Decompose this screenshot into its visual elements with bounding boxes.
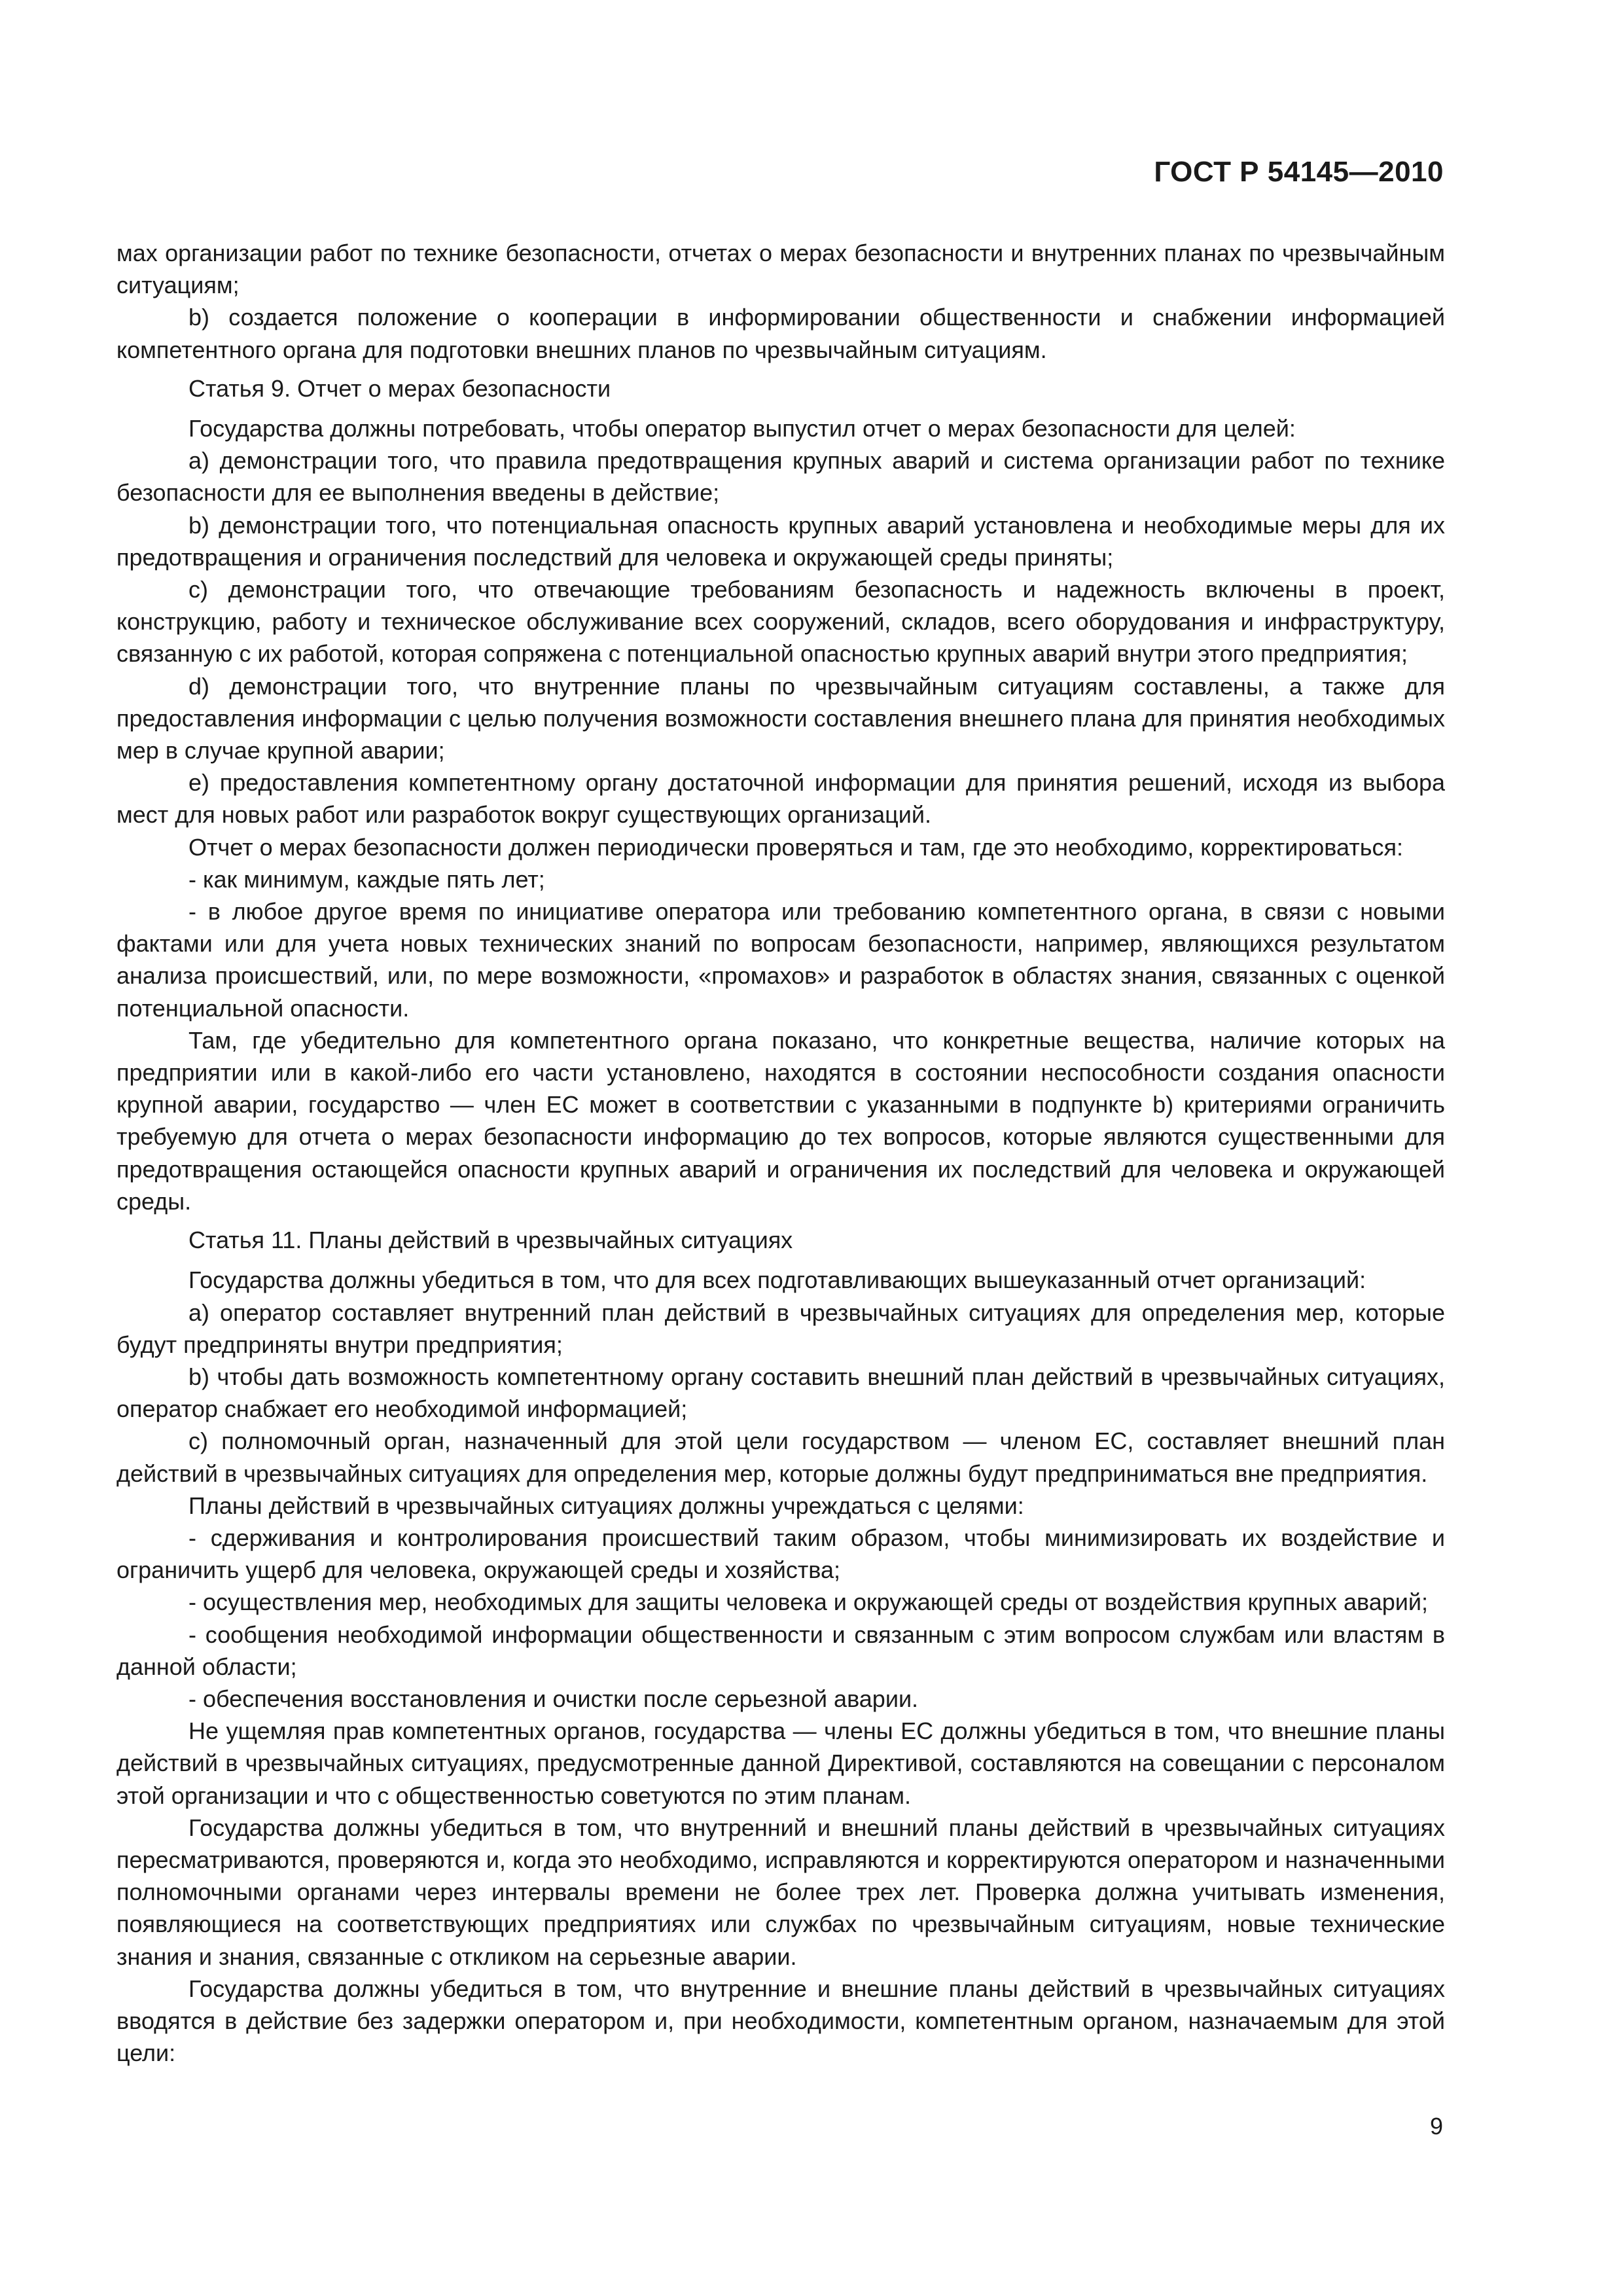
list-item: c) демонстрации того, что отвечающие требованиям безопасность и надежность включены в проект, конструкцию, работу и техническое обслуживание всех сооружений, складов, всего оборудования и инфраструктуру, связанную с их работой, которая сопряжена с потенциальной опасностью крупных аварий внутри этого предприятия;	[116, 576, 1445, 668]
article-heading-11: Статья 11. Планы действий в чрезвычайных ситуациях	[188, 1227, 793, 1254]
article-heading-9: Статья 9. Отчет о мерах безопасности	[188, 374, 611, 402]
document-code-header: ГОСТ Р 54145—2010	[1154, 156, 1444, 188]
page-number: 9	[1429, 2113, 1443, 2140]
paragraph: Планы действий в чрезвычайных ситуациях должны учреждаться с целями:	[188, 1492, 1024, 1519]
list-item: a) оператор составляет внутренний план действий в чрезвычайных ситуациях для определения мер, которые будут предприняты внутри предприятия;	[116, 1299, 1445, 1358]
paragraph: b) создается положение о кооперации в информировании общественности и снабжении информацией компетентного органа для подготовки внешних планов по чрезвычайным ситуациям.	[116, 304, 1445, 363]
list-item: c) полномочный орган, назначенный для этой цели государством — членом ЕС, составляет внешний план действий в чрезвычайных ситуациях для определения мер, которые должны будут предприниматься вне предприятия.	[116, 1427, 1445, 1487]
paragraph-continuation: мах организации работ по технике безопасности, отчетах о мерах безопасности и внутренних планах по чрезвычайным ситуациям;	[116, 240, 1445, 299]
list-item: - как минимум, каждые пять лет;	[188, 865, 545, 893]
document-body	[116, 237, 1445, 2069]
list-item: - обеспечения восстановления и очистки после серьезной аварии.	[188, 1685, 919, 1712]
list-item: b) чтобы дать возможность компетентному органу составить внешний план действий в чрезвычайных ситуациях, оператор снабжает его необходимой информацией;	[116, 1363, 1445, 1423]
list-item: - сообщения необходимой информации общественности и связанным с этим вопросом службам или властям в данной области;	[116, 1621, 1445, 1680]
paragraph: Не ущемляя прав компетентных органов, государства — члены ЕС должны убедиться в том, что внешние планы действий в чрезвычайных ситуациях, предусмотренные данной Директивой, составляются на совещании с персоналом этой организации и что с общественностью советуются по этим планам.	[116, 1717, 1445, 1809]
list-item: - в любое другое время по инициативе оператора или требованию компетентного органа, в связи с новыми фактами или для учета новых технических знаний по вопросам безопасности, например, являющихся результатом анализа происшествий, или, по мере возможности, «промахов» и разработок в областях знания, связанных с оценкой потенциальной опасности.	[116, 898, 1445, 1022]
list-item: b) демонстрации того, что потенциальная опасность крупных аварий установлена и необходимые меры для их предотвращения и ограничения последствий для человека и окружающей среды приняты;	[116, 511, 1445, 571]
list-item: - сдерживания и контролирования происшествий таким образом, чтобы минимизировать их воздействие и ограничить ущерб для человека, окружающей среды и хозяйства;	[116, 1524, 1445, 1584]
list-item: - осуществления мер, необходимых для защиты человека и окружающей среды от воздействия крупных аварий;	[188, 1588, 1428, 1616]
paragraph: Государства должны убедиться в том, что для всех подготавливающих вышеуказанный отчет организаций:	[188, 1266, 1366, 1294]
paragraph: Там, где убедительно для компетентного органа показано, что конкретные вещества, наличие которых на предприятии или в какой-либо его части установлено, находятся в состоянии неспособности создания опасности крупной аварии, государство — член ЕС может в соответствии с указанными в подпункте b) критериями ограничить требуемую для отчета о мерах безопасности информацию до тех вопросов, которые являются существенными для предотвращения остающейся опасности крупных аварий и ограничения их последствий для человека и окружающей среды.	[116, 1026, 1445, 1215]
paragraph: Отчет о мерах безопасности должен периодически проверяться и там, где это необходимо, корректироваться:	[188, 833, 1403, 861]
paragraph: Государства должны убедиться в том, что внутренний и внешний планы действий в чрезвычайных ситуациях пересматриваются, проверяются и, когда это необходимо, исправляются и корректируются оператором и назначенными полномочными органами через интервалы времени не более трех лет. Проверка должна учитывать изменения, появляющиеся на соответствующих предприятиях или службах по чрезвычайным ситуациям, новые технические знания и знания, связанные с откликом на серьезные аварии.	[116, 1814, 1445, 1970]
list-item: d) демонстрации того, что внутренние планы по чрезвычайным ситуациям составлены, а также для предоставления информации с целью получения возможности составления внешнего плана для принятия необходимых мер в случае крупной аварии;	[116, 672, 1446, 764]
list-item: a) демонстрации того, что правила предотвращения крупных аварий и система организации работ по технике безопасности для ее выполнения введены в действие;	[116, 447, 1445, 507]
paragraph: Государства должны убедиться в том, что внутренние и внешние планы действий в чрезвычайных ситуациях вводятся в действие без задержки оператором и, при необходимости, компетентным органом, назначаемым для этой цели:	[116, 1975, 1445, 2067]
list-item: e) предоставления компетентному органу достаточной информации для принятия решений, исходя из выбора мест для новых работ или разработок вокруг существующих организаций.	[116, 769, 1445, 829]
paragraph: Государства должны потребовать, чтобы оператор выпустил отчет о мерах безопасности для целей:	[188, 415, 1296, 442]
